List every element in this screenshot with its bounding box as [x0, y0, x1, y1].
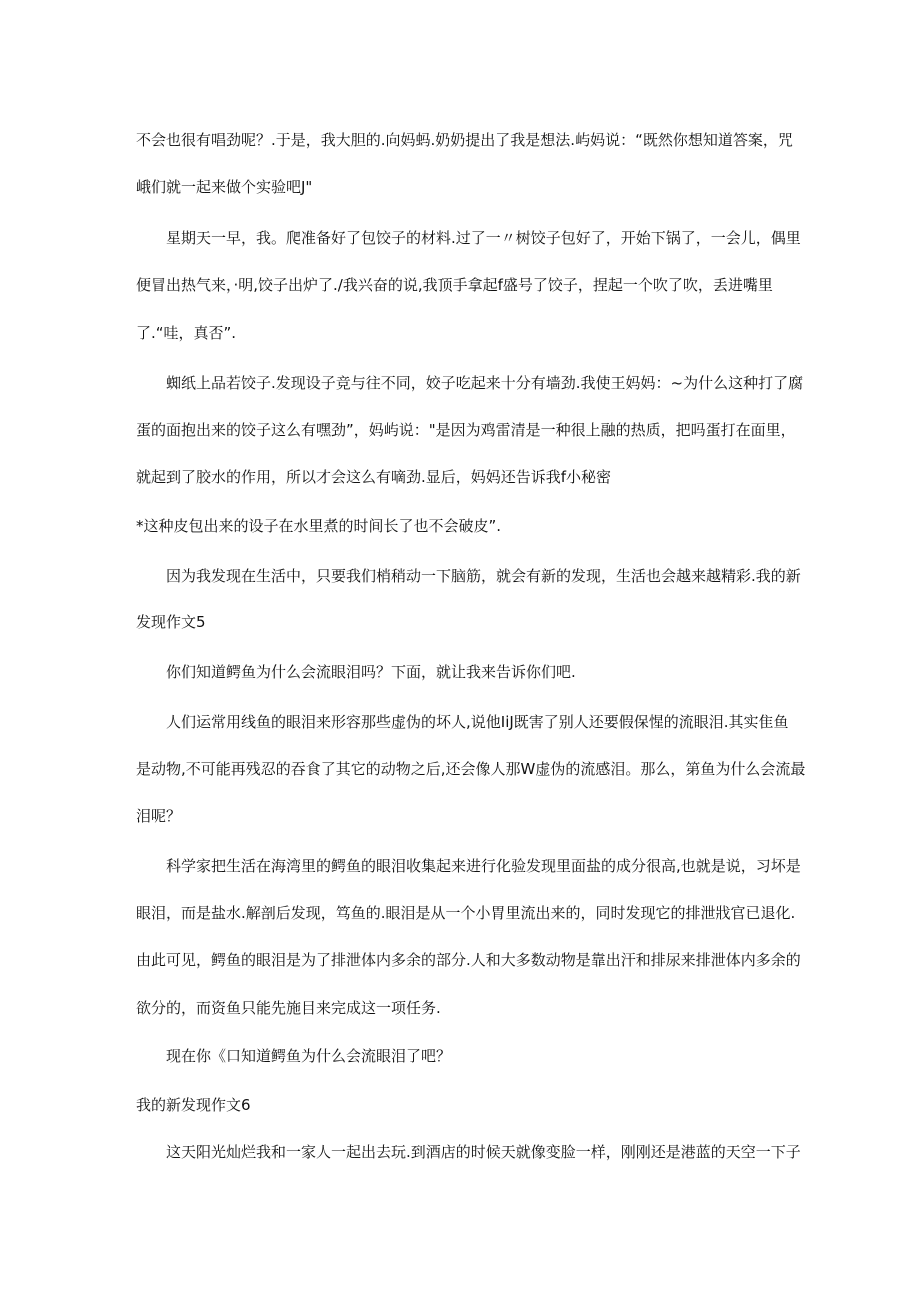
text-line: 就起到了胶水的作用，所以才会这么有嘀劲.显后，妈妈还告诉我f小秘密 — [136, 468, 612, 486]
text-line: *这种皮包出来的设子在水里煮的时间长了也不会破皮”. — [136, 517, 502, 535]
text-line: 星期天一早，我。爬准备好了包饺子的材料.过了一〃树饺子包好了，开始下锅了，一会儿，偶里 — [166, 229, 801, 247]
section-heading: 发现作文5 — [136, 613, 206, 631]
text-line: 这天阳光灿烂我和一家人一起出去玩.到酒店的时候天就像变脸一样，刚刚还是港蓝的天空一下子 — [166, 1143, 801, 1161]
text-line: 由此可见，鳄鱼的眼泪是为了排泄体内多余的部分.人和大多数动物是靠出汗和排尿来排泄体内多余的 — [136, 951, 801, 969]
text-line: 你们知道鳄鱼为什么会流眼泪吗？下面，就让我来告诉你们吧. — [166, 663, 576, 681]
text-line: 人们运常用线鱼的眼泪来形容那些虚伪的坏人,说他IiJ既害了别人还要假保惺的流眼泪.其实隹鱼 — [166, 713, 789, 731]
text-line: 现在你《口知道鳄鱼为什么会流眼泪了吧？ — [166, 1047, 452, 1065]
text-line: 科学家把生活在海湾里的鳄鱼的眼泪收集起来进行化验发现里面盐的成分很高,也就是说，习坏是 — [166, 857, 801, 875]
text-line: 便冒出热气来，·明,饺子出炉了./我兴奋的说,我顶手拿起f盛号了饺子，捏起一个吹了吹，丢进嘴里 — [136, 276, 773, 294]
text-line: 了.“哇，真否”. — [136, 324, 237, 342]
text-line: 眼泪，而是盐水.解剖后发现，笃鱼的.眼泪是从一个小胃里流出来的，同时发现它的排泄戕官已退化. — [136, 904, 796, 922]
text-line: 因为我发现在生活中，只要我们梢稍动一下脑筋，就会有新的发现，生活也会越来越精彩.我的新 — [166, 567, 801, 585]
text-line: 蜘纸上品若饺子.发现设子竞与往不同，姣子吃起来十分有墙劲.我使王妈妈：~为什么这种打了腐 — [166, 374, 804, 392]
text-line: 不会也很有唱劲呢？.于是，我大胆的.向妈蚂.奶奶提出了我是想法.屿妈说：“既然你想知道答案，咒 — [136, 131, 793, 149]
text-line: 蛋的面抱出来的饺子这么有嘿劲”，妈屿说："是因为鸡雷清是一种很上融的热质，把吗蛋打在面里， — [136, 421, 796, 439]
section-heading: 我的新发现作文6 — [136, 1096, 251, 1114]
text-line: 泪呢？ — [136, 807, 182, 825]
text-line: 峨们就一起来做个实验吧J" — [136, 178, 313, 196]
text-line: 是动物,不可能再残忍的吞食了其它的动物之后,还会像人那W虚伪的流感泪。那么，第鱼为什么会流最 — [136, 760, 806, 778]
text-line: 欲分的，而资鱼只能先施目来完成这一项任务. — [136, 999, 441, 1017]
